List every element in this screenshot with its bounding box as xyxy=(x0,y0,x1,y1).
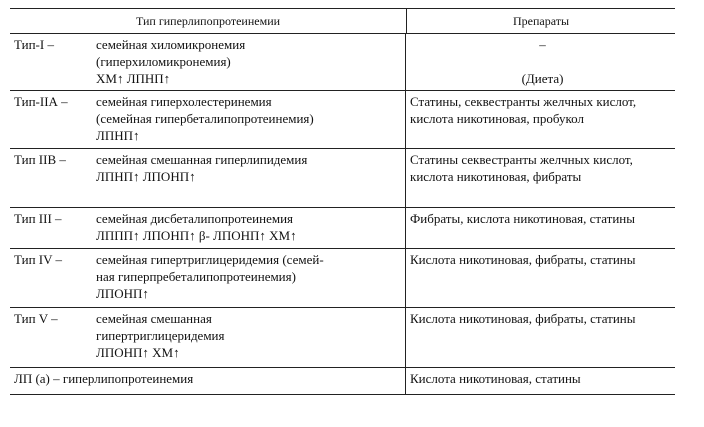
type-cell xyxy=(10,249,406,307)
drugs-dash: – xyxy=(539,37,546,52)
type-label: Тип-I – xyxy=(14,37,54,52)
disease-name: семейная гипертриглицеридемия (семей- ная гиперпребеталипопротеинемия) xyxy=(96,252,324,284)
drugs-cell: Кислота никотиновая, фибраты, статины xyxy=(410,252,636,267)
lipoprotein-markers: ЛПНП↑ ЛПОНП↑ xyxy=(96,169,196,184)
table-row-type-1 xyxy=(10,34,675,91)
type-label: Тип V – xyxy=(14,311,58,326)
lipoprotein-markers: ЛПОНП↑ xyxy=(96,286,149,301)
disease-name: семейная гиперхолестеринемия (семейная гипербеталипопротеинемия) xyxy=(96,94,314,126)
type-cell xyxy=(10,91,406,148)
type-label: Тип III – xyxy=(14,211,62,226)
table-row-type-2a xyxy=(10,91,675,149)
drugs-cell xyxy=(406,34,675,90)
lipoprotein-markers: ЛПОНП↑ ХМ↑ xyxy=(96,345,180,360)
drugs-cell: Статины секвестранты желчных кислот, кислота никотиновая, фибраты xyxy=(410,152,633,184)
lipoprotein-markers: ЛППП↑ ЛПОНП↑ β- ЛПОНП↑ ХМ↑ xyxy=(96,228,297,243)
header-drugs-column: Препараты xyxy=(512,14,570,28)
table-row-type-5 xyxy=(10,308,675,368)
lipoprotein-markers: ЛПНП↑ xyxy=(96,128,140,143)
type-label: Тип IV – xyxy=(14,252,63,267)
table-header xyxy=(10,9,675,34)
table-row-type-4 xyxy=(10,249,675,308)
type-cell xyxy=(10,208,406,248)
type-cell xyxy=(10,308,406,367)
lipoprotein-markers: ХМ↑ ЛПНП↑ xyxy=(96,71,171,86)
table-row-type-2b xyxy=(10,149,675,208)
header-type-column: Тип гиперлипопротеинемии xyxy=(10,9,407,33)
drugs-text: (Диета) xyxy=(521,71,564,86)
disease-name: семейная смешанная гиперлипидемия xyxy=(96,152,308,167)
table-row-type-3 xyxy=(10,208,675,249)
hyperlipoproteinemia-table xyxy=(10,8,675,395)
drugs-cell: Статины, секвестранты желчных кислот, кислота никотиновая, пробукол xyxy=(410,94,637,126)
type-label: Тип IIВ – xyxy=(14,152,66,167)
drugs-cell: Кислота никотиновая, статины xyxy=(410,371,581,386)
table-row-lpa xyxy=(10,368,675,394)
disease-name: семейная смешанная гипертриглицеридемия xyxy=(96,311,225,343)
type-label: Тип-IIА – xyxy=(14,94,68,109)
disease-name: семейная хиломикронемия (гиперхиломикронемия) xyxy=(96,37,246,69)
type-cell xyxy=(10,34,406,90)
drugs-cell: Кислота никотиновая, фибраты, статины xyxy=(410,311,636,326)
type-label: ЛП (а) – гиперлипопротеинемия xyxy=(14,371,194,386)
type-cell xyxy=(10,149,406,207)
drugs-cell: Фибраты, кислота никотиновая, статины xyxy=(410,211,635,226)
type-cell xyxy=(10,368,406,394)
disease-name: семейная дисбеталипопротеинемия xyxy=(96,211,294,226)
